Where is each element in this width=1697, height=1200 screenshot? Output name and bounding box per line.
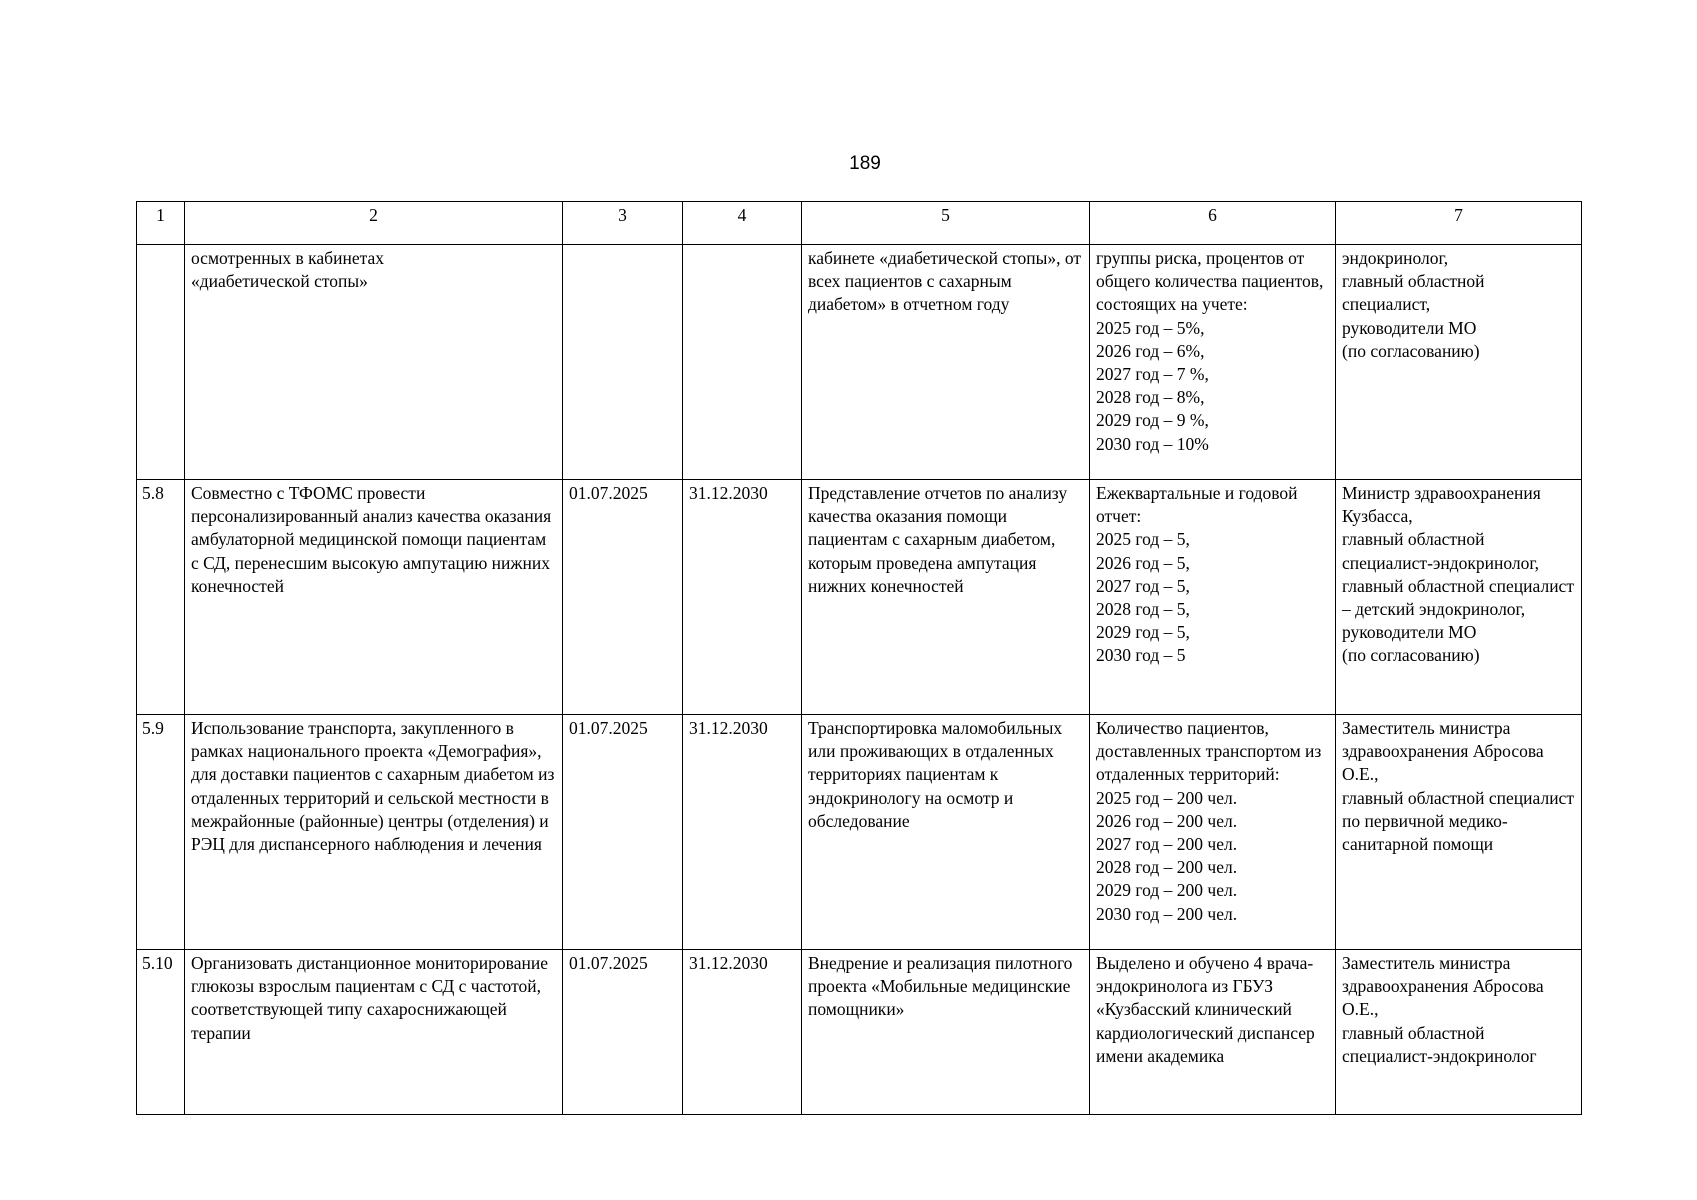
action-cell: осмотренных в кабинетах «диабетической стопы» xyxy=(185,245,563,480)
end-date-cell xyxy=(683,245,802,480)
result-cell: кабинете «диабетической стопы», от всех пациентов с сахарным диабетом» в отчетном году xyxy=(802,245,1090,480)
indicator-cell: Выделено и обучено 4 врача-эндокринолога из ГБУЗ «Кузбасский клинический кардиологический диспансер имени академика xyxy=(1090,950,1336,1115)
action-cell: Совместно с ТФОМС провести персонализированный анализ качества оказания амбулаторной медицинской помощи пациентам с СД, перенесшим высокую ампутацию нижних конечностей xyxy=(185,480,563,715)
item-number-cell: 5.8 xyxy=(137,480,185,715)
start-date-cell: 01.07.2025 xyxy=(563,480,683,715)
responsible-cell: Заместитель министра здравоохранения Абросова О.Е., главный областной специалист по первичной медико-санитарной помощи xyxy=(1336,715,1582,950)
responsible-cell: Министр здравоохранения Кузбасса, главный областной специалист-эндокринолог, главный областной специалист – детский эндокринолог, руководители МО (по согласованию) xyxy=(1336,480,1582,715)
end-date-cell: 31.12.2030 xyxy=(683,480,802,715)
table-row xyxy=(137,245,1582,480)
responsible-cell: эндокринолог, главный областной специалист, руководители МО (по согласованию) xyxy=(1336,245,1582,480)
item-number-cell: 5.9 xyxy=(137,715,185,950)
column-number-header-row xyxy=(137,202,1582,245)
column-header: 6 xyxy=(1090,202,1336,245)
start-date-cell xyxy=(563,245,683,480)
item-number-cell: 5.10 xyxy=(137,950,185,1115)
column-header: 3 xyxy=(563,202,683,245)
indicator-cell: группы риска, процентов от общего количества пациентов, состоящих на учете: 2025 год – 5%, 2026 год – 6%, 2027 год – 7 %, 2028 год – 8%, 2029 год – 9 %, 2030 год – 10% xyxy=(1090,245,1336,480)
action-plan-table xyxy=(136,201,1582,1115)
column-header: 4 xyxy=(683,202,802,245)
column-header: 5 xyxy=(802,202,1090,245)
action-cell: Использование транспорта, закупленного в рамках национального проекта «Демография», для доставки пациентов с сахарным диабетом из отдаленных территорий и сельской местности в межрайонные (районные) центры (отделения) и РЭЦ для диспансерного наблюдения и лечения xyxy=(185,715,563,950)
start-date-cell: 01.07.2025 xyxy=(563,950,683,1115)
indicator-cell: Количество пациентов, доставленных транспортом из отдаленных территорий: 2025 год – 200 чел. 2026 год – 200 чел. 2027 год – 200 чел. 2028 год – 200 чел. 2029 год – 200 чел. 2030 год – 200 чел. xyxy=(1090,715,1336,950)
responsible-cell: Заместитель министра здравоохранения Абросова О.Е., главный областной специалист-эндокринолог xyxy=(1336,950,1582,1115)
end-date-cell: 31.12.2030 xyxy=(683,715,802,950)
indicator-cell: Ежеквартальные и годовой отчет: 2025 год – 5, 2026 год – 5, 2027 год – 5, 2028 год – 5, 2029 год – 5, 2030 год – 5 xyxy=(1090,480,1336,715)
table-row xyxy=(137,715,1582,950)
action-cell: Организовать дистанционное мониторирование глюкозы взрослым пациентам с СД с частотой, соответствующей типу сахароснижающей терапии xyxy=(185,950,563,1115)
result-cell: Транспортировка маломобильных или проживающих в отдаленных территориях пациентам к эндокринологу на осмотр и обследование xyxy=(802,715,1090,950)
table-row xyxy=(137,950,1582,1115)
page-number: 189 xyxy=(849,153,881,174)
end-date-cell: 31.12.2030 xyxy=(683,950,802,1115)
start-date-cell: 01.07.2025 xyxy=(563,715,683,950)
column-header: 7 xyxy=(1336,202,1582,245)
item-number-cell xyxy=(137,245,185,480)
result-cell: Внедрение и реализация пилотного проекта «Мобильные медицинские помощники» xyxy=(802,950,1090,1115)
table-row xyxy=(137,480,1582,715)
column-header: 2 xyxy=(185,202,563,245)
column-header: 1 xyxy=(137,202,185,245)
result-cell: Представление отчетов по анализу качества оказания помощи пациентам с сахарным диабетом, которым проведена ампутация нижних конечностей xyxy=(802,480,1090,715)
